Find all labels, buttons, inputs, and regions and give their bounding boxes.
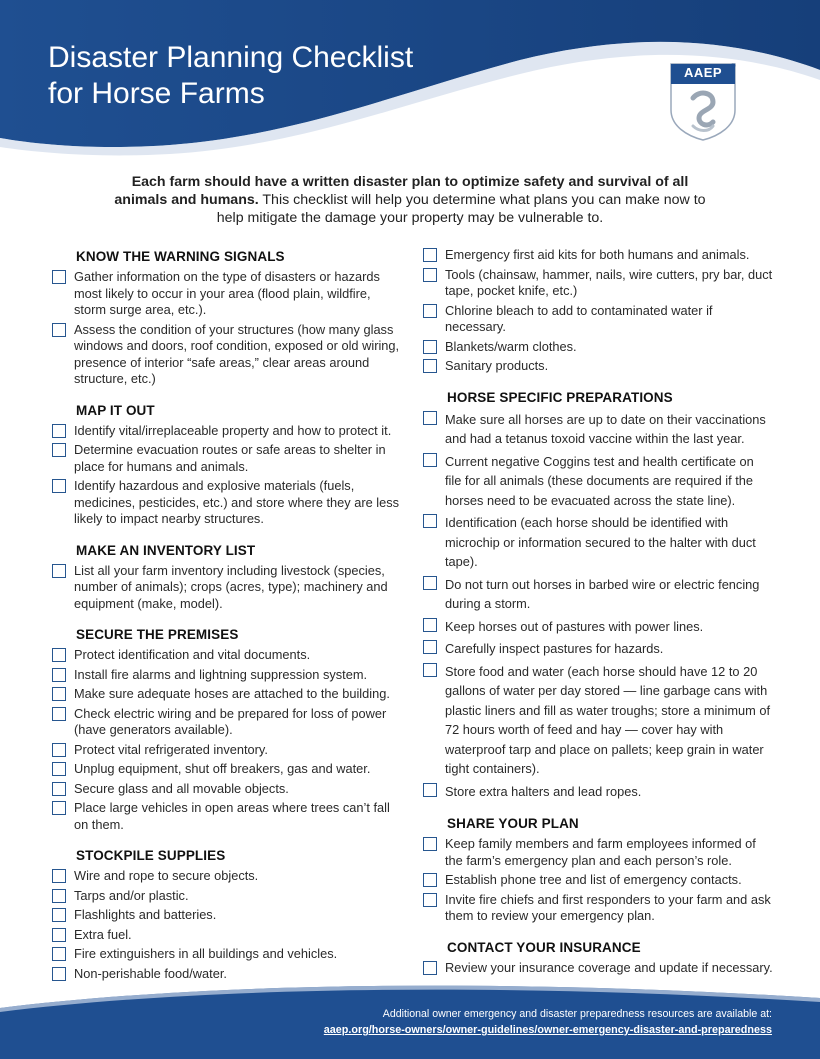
section-know-the-warning-signals <box>52 248 402 388</box>
checklist-item <box>52 322 402 388</box>
section-heading: MAP IT OUT <box>76 402 155 418</box>
section-heading: KNOW THE WARNING SIGNALS <box>76 249 285 264</box>
checkbox[interactable] <box>423 837 437 851</box>
checklist-item-text: Gather information on the type of disasters or hazards most likely to occur in your area (flood plain, wildfire, storm surge area, etc.). <box>74 269 380 317</box>
checklist-item <box>423 662 773 779</box>
left-column <box>52 248 402 996</box>
checklist-item <box>423 639 773 659</box>
checklist-item-text: Assess the condition of your structures (how many glass windows and doors, roof condition, exposed or old wiring, presence of interior “safe areas,” clear areas around structure, etc.) <box>74 321 400 386</box>
checkbox[interactable] <box>423 411 437 425</box>
checklist-item <box>52 907 402 924</box>
checkbox[interactable] <box>52 564 66 578</box>
checklist-item <box>52 686 402 703</box>
checkbox[interactable] <box>423 663 437 677</box>
checklist-item-text: Identification (each horse should be identified with microchip or information secured to the halter with duct tape). <box>445 515 756 569</box>
checklist-item-text: Install fire alarms and lightning suppression system. <box>74 666 368 682</box>
checkbox[interactable] <box>52 479 66 493</box>
checklist-item-text: Chlorine bleach to add to contaminated water if necessary. <box>445 302 713 334</box>
checkbox[interactable] <box>423 618 437 632</box>
right-column <box>423 247 773 990</box>
checkbox[interactable] <box>52 707 66 721</box>
checklist-item <box>423 339 773 356</box>
checklist-item-text: Identify vital/irreplaceable property and how to protect it. <box>74 422 392 438</box>
checklist-item <box>423 960 773 977</box>
checkbox[interactable] <box>52 743 66 757</box>
checkbox[interactable] <box>423 640 437 654</box>
intro-bold: Each farm should have a written disaster plan to optimize safety and survival of all animals and humans. <box>114 174 689 208</box>
checklist-item-text: Keep family members and farm employees informed of the farm’s emergency plan and each person’s role. <box>445 836 756 868</box>
checkbox[interactable] <box>52 270 66 284</box>
checklist-item <box>52 868 402 885</box>
checklist-item-text: Tools (chainsaw, hammer, nails, wire cutters, pry bar, duct tape, pocket knife, etc.) <box>445 266 773 298</box>
checklist-item-text: Protect vital refrigerated inventory. <box>74 741 268 757</box>
checkbox[interactable] <box>52 424 66 438</box>
section-heading: MAKE AN INVENTORY LIST <box>76 542 256 558</box>
checklist-item <box>423 303 773 336</box>
aaep-logo <box>669 62 737 142</box>
section-stockpile-supplies-continued <box>423 247 773 375</box>
section-heading: STOCKPILE SUPPLIES <box>76 848 226 863</box>
section-stockpile-supplies <box>52 847 402 982</box>
checklist-item-text: Unplug equipment, shut off breakers, gas and water. <box>74 761 371 776</box>
checklist-item <box>52 927 402 944</box>
checklist-item <box>52 478 402 528</box>
checkbox[interactable] <box>423 873 437 887</box>
checklist-item-text: List all your farm inventory including livestock (species, number of animals); crops (acres, type); machinery and equipment (make, model). <box>74 562 388 611</box>
checklist-item-text: Make sure all horses are up to date on their vaccinations and had a tetanus toxoid vaccine within the last year. <box>445 411 766 446</box>
checklist-item-text: Current negative Coggins test and health certificate on file for all animals (these documents are required if the horses need to be evacuated across the state line). <box>445 453 754 508</box>
checklist-item <box>423 513 773 572</box>
checklist-item-text: Non-perishable food/water. <box>74 965 227 981</box>
checkbox[interactable] <box>52 869 66 883</box>
checkbox[interactable] <box>52 648 66 662</box>
checkbox[interactable] <box>52 782 66 796</box>
checklist-item-text: Tarps and/or plastic. <box>74 887 189 903</box>
checklist-item <box>52 423 402 440</box>
checkbox[interactable] <box>52 323 66 337</box>
checklist-item-text: Store extra halters and lead ropes. <box>445 783 642 799</box>
checklist-item <box>52 706 402 739</box>
checklist-item <box>423 452 773 511</box>
checkbox[interactable] <box>423 359 437 373</box>
checklist-item <box>52 742 402 759</box>
checklist-item-text: Review your insurance coverage and update if necessary. <box>445 959 773 975</box>
checklist-item <box>423 358 773 375</box>
checklist-item <box>423 892 773 925</box>
checklist-item <box>423 247 773 264</box>
section-secure-the-premises <box>52 626 402 833</box>
checklist-item-text: Flashlights and batteries. <box>74 907 217 922</box>
checklist-item <box>52 888 402 905</box>
checklist-item-text: Determine evacuation routes or safe areas to shelter in place for humans and animals. <box>74 442 386 474</box>
section-heading: HORSE SPECIFIC PREPARATIONS <box>447 389 673 405</box>
checkbox[interactable] <box>423 514 437 528</box>
checklist-item-text: Place large vehicles in open areas where trees can’t fall on them. <box>74 800 390 832</box>
intro-rest: This checklist will help you determine what plans you can make now to help mitigate the damage your property may be vulnerable to. <box>216 192 706 226</box>
section-heading: SHARE YOUR PLAN <box>447 816 579 831</box>
checklist-item <box>423 410 773 449</box>
checklist-item-text: Check electric wiring and be prepared for loss of power (have generators available). <box>74 705 387 737</box>
checklist-item-text: Sanitary products. <box>445 358 549 373</box>
checklist-item <box>52 781 402 798</box>
checklist-item <box>423 267 773 300</box>
checklist-item <box>423 836 773 869</box>
checkbox[interactable] <box>423 453 437 467</box>
checklist-item <box>423 782 773 802</box>
checklist-item-text: Secure glass and all movable objects. <box>74 780 289 796</box>
title-line-1: Disaster Planning Checklist <box>48 41 414 74</box>
checklist-item-text: Store food and water (each horse should have 12 to 20 gallons of water per day stored — line garbage cans with plastic liners and fill as water troughs; store a minimum of 72 hours worth of feed and hay — cover hay with waterproof tarp and place on pallets; keep grain in water tight containers). <box>445 663 771 776</box>
checklist-item <box>423 617 773 637</box>
section-horse-specific-preparations <box>423 389 773 802</box>
checkbox[interactable] <box>423 576 437 590</box>
checklist-item-text: Blankets/warm clothes. <box>445 338 577 354</box>
checklist-item <box>52 761 402 778</box>
checklist-item-text: Identify hazardous and explosive materials (fuels, medicines, pesticides, etc.) and store where they are less likely to impact nearby structures. <box>74 478 400 526</box>
logo-text: AAEP <box>683 65 723 80</box>
section-share-your-plan <box>423 815 773 925</box>
checkbox[interactable] <box>52 443 66 457</box>
checkbox[interactable] <box>423 893 437 907</box>
checkbox[interactable] <box>423 304 437 318</box>
section-heading: CONTACT YOUR INSURANCE <box>447 939 641 955</box>
page-title <box>48 40 413 112</box>
footer <box>324 1007 772 1038</box>
checkbox[interactable] <box>52 801 66 815</box>
checklist-item-text: Protect identification and vital documents. <box>74 647 311 662</box>
resources-link[interactable]: aaep.org/horse-owners/owner-guidelines/owner-emergency-disaster-and-preparedness <box>323 1024 772 1036</box>
section-heading: SECURE THE PREMISES <box>76 627 239 642</box>
checklist-item-text: Emergency first aid kits for both humans and animals. <box>445 247 750 262</box>
checklist-item-text: Make sure adequate hoses are attached to the building. <box>74 686 390 701</box>
checklist-item-text: Extra fuel. <box>74 926 132 942</box>
checklist-item-text: Do not turn out horses in barbed wire or electric fencing during a storm. <box>445 576 760 611</box>
checkbox[interactable] <box>52 908 66 922</box>
footer-note: Additional owner emergency and disaster preparedness resources are available at: <box>382 1008 772 1020</box>
checklist-item-text: Fire extinguishers in all buildings and vehicles. <box>74 946 338 961</box>
checkbox[interactable] <box>52 687 66 701</box>
checkbox[interactable] <box>52 668 66 682</box>
checklist-item <box>52 647 402 664</box>
checklist-item <box>52 563 402 613</box>
section-make-an-inventory-list <box>52 542 402 613</box>
checkbox[interactable] <box>423 783 437 797</box>
checkbox[interactable] <box>52 928 66 942</box>
checkbox[interactable] <box>52 889 66 903</box>
checklist-item <box>52 269 402 319</box>
checklist-item-text: Establish phone tree and list of emergency contacts. <box>445 872 742 887</box>
checklist-item-text: Keep horses out of pastures with power lines. <box>445 618 704 634</box>
section-contact-your-insurance <box>423 939 773 977</box>
checklist-item-text: Wire and rope to secure objects. <box>74 868 259 883</box>
checkbox[interactable] <box>423 268 437 282</box>
checkbox[interactable] <box>52 762 66 776</box>
checklist-item <box>52 667 402 684</box>
checklist-item-text: Carefully inspect pastures for hazards. <box>445 641 664 656</box>
checklist-item <box>52 800 402 833</box>
checklist-item <box>423 575 773 614</box>
section-map-it-out <box>52 402 402 528</box>
checkbox[interactable] <box>423 340 437 354</box>
intro-paragraph <box>110 173 710 227</box>
registered-mark: ® <box>731 64 736 70</box>
checkbox[interactable] <box>52 947 66 961</box>
checklist-item-text: Invite fire chiefs and first responders to your farm and ask them to review your emergency plan. <box>445 891 771 923</box>
title-line-2: for Horse Farms <box>48 77 265 110</box>
checklist-item <box>52 442 402 475</box>
checklist-item <box>52 946 402 963</box>
checkbox[interactable] <box>423 961 437 975</box>
checkbox[interactable] <box>423 248 437 262</box>
checklist-item <box>423 872 773 889</box>
